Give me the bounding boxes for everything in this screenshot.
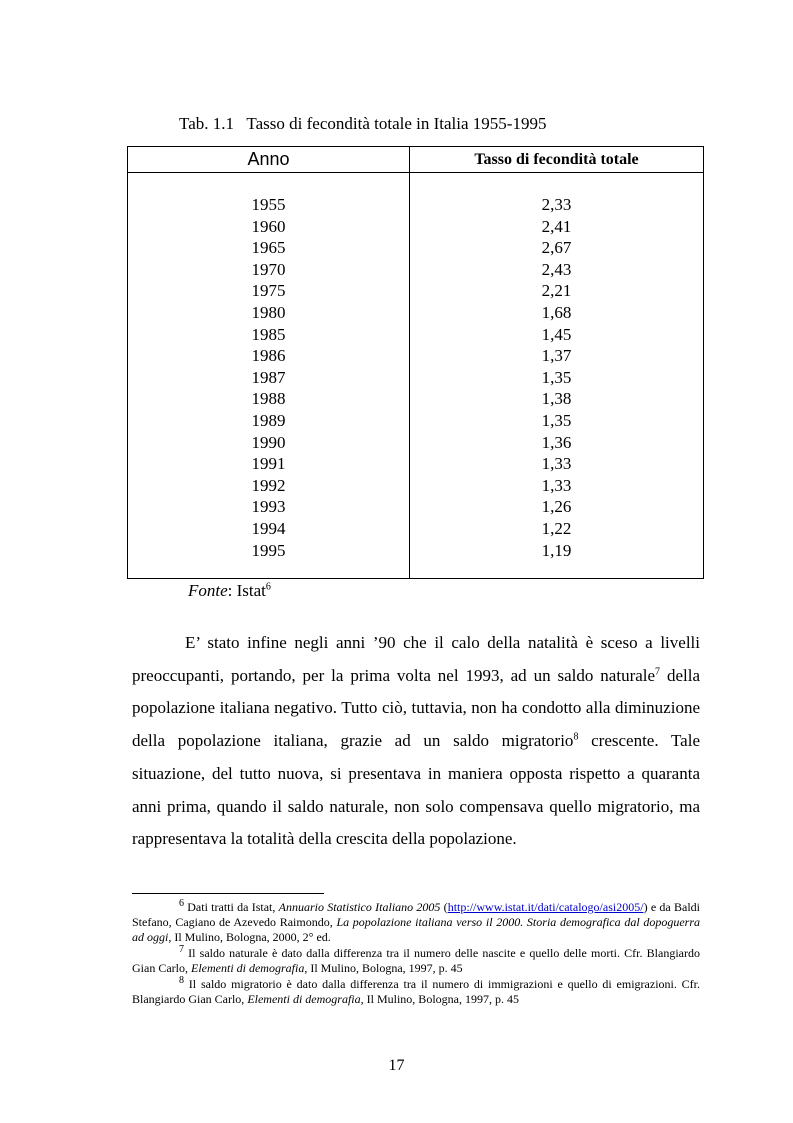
- table-cell-anno: 1991: [251, 454, 286, 474]
- footnote-title: La popolazione italiana verso il 2000. Storia demografica dal dopoguerra ad oggi: [132, 914, 701, 944]
- table-cell-anno: 1987: [251, 367, 286, 387]
- table-cell-anno: 1965: [251, 238, 286, 258]
- footnote-text: Il saldo migratorio è dato dalla differenza tra il numero di immigrazioni e quello di emigrazioni. Cfr. Blangiardo Gian Carlo,: [132, 977, 700, 1006]
- header-divider: [128, 172, 703, 173]
- table-cell-anno: 1980: [251, 302, 286, 322]
- footnote-title: Elementi di demografia: [247, 991, 361, 1006]
- table-cell-anno: 1975: [251, 281, 286, 301]
- header-tasso: Tasso di fecondità totale: [474, 151, 639, 168]
- table-cell-anno: 1992: [251, 475, 286, 495]
- table-cell-anno: 1993: [251, 497, 286, 517]
- footnote-ref-8: 8: [573, 731, 579, 743]
- footnote-ref-7: 7: [655, 666, 661, 678]
- body-paragraph: [132, 627, 700, 856]
- table-cell-tasso: 2,21: [541, 281, 572, 301]
- source-text: : Istat: [227, 581, 266, 600]
- tasso-column: [410, 194, 703, 561]
- table-cell-tasso: 1,19: [541, 540, 572, 560]
- footnote-number: 6: [179, 898, 184, 909]
- footnote-8: [132, 977, 700, 1007]
- table-cell-anno: 1955: [251, 195, 286, 214]
- footnote-7: [132, 946, 700, 976]
- footnote-text: Il saldo naturale è dato dalla differenza tra il numero delle nascite e quello delle morti. Cfr. Blangiardo Gian Carlo,: [132, 946, 700, 975]
- footnote-number: 7: [179, 944, 184, 955]
- anno-column: [128, 194, 409, 561]
- table-cell-tasso: 2,43: [541, 259, 572, 279]
- table-cell-tasso: 1,22: [541, 518, 572, 538]
- table-cell-tasso: 1,35: [541, 410, 572, 430]
- table-cell-tasso: 1,33: [541, 454, 572, 474]
- footnote-text: , Il Mulino, Bologna, 1997, p. 45: [304, 960, 463, 975]
- footnote-text: ) e da Baldi Stefano, Cagiano de Azevedo Raimondo,: [132, 900, 700, 929]
- table-cell-anno: 1960: [251, 216, 286, 236]
- table-source: [188, 581, 271, 601]
- table-cell-tasso: 1,33: [541, 475, 572, 495]
- footnote-text: , Il Mulino, Bologna, 2000, 2° ed.: [168, 929, 331, 944]
- paragraph-part-3: crescente. Tale situazione, del tutto nuova, si presentava in maniera opposta rispetto a quaranta anni prima, quando il saldo naturale, non solo compensava quello migratorio, ma rappresentava la totalità della crescita della popolazione.: [132, 731, 700, 849]
- fertility-table: [127, 146, 704, 579]
- table-cell-anno: 1986: [251, 346, 286, 366]
- table-cell-tasso: 1,35: [541, 367, 572, 387]
- table-cell-anno: 1985: [251, 324, 286, 344]
- footnote-title: Annuario Statistico Italiano 2005: [278, 900, 441, 914]
- table-cell-tasso: 1,68: [541, 302, 572, 322]
- table-cell-tasso: 2,67: [541, 238, 572, 258]
- footnote-number: 8: [179, 975, 184, 986]
- footnote-ref-6: 6: [265, 581, 271, 593]
- footnote-text: , Il Mulino, Bologna, 1997, p. 45: [360, 991, 519, 1006]
- footnote-title: Elementi di demografia: [191, 960, 305, 975]
- table-cell-anno: 1970: [251, 259, 286, 279]
- table-cell-tasso: 1,26: [541, 497, 572, 517]
- footnote-6: [132, 900, 700, 944]
- paragraph-part-2: della popolazione italiana negativo. Tutto ciò, tuttavia, non ha condotto alla diminuzione della popolazione italiana, grazie ad un saldo migratorio: [132, 665, 700, 751]
- page-number: 17: [388, 1057, 405, 1074]
- istat-link[interactable]: http://www.istat.it/dati/catalogo/asi2005/: [447, 900, 644, 914]
- table-cell-anno: 1989: [251, 410, 286, 430]
- footnote-text: Dati tratti da Istat,: [184, 900, 279, 914]
- table-cell-tasso: 2,41: [541, 216, 572, 236]
- source-label: Fonte: [188, 581, 228, 600]
- table-cell-tasso: 1,38: [541, 389, 572, 409]
- table-caption: Tab. 1.1 Tasso di fecondità totale in Italia 1955-1995: [179, 114, 547, 133]
- footnote-separator: [132, 893, 324, 894]
- table-cell-tasso: 2,33: [541, 195, 572, 214]
- header-anno: Anno: [247, 149, 290, 169]
- table-cell-tasso: 1,45: [541, 324, 572, 344]
- paragraph-part-1: E’ stato infine negli anni ’90 che il calo della natalità è sceso a livelli preoccupanti, portando, per la prima volta nel 1993, ad un saldo naturale: [132, 633, 700, 685]
- table-cell-anno: 1988: [251, 389, 286, 409]
- table-cell-anno: 1994: [251, 518, 286, 538]
- table-cell-anno: 1995: [251, 540, 286, 560]
- table-cell-tasso: 1,36: [541, 432, 572, 452]
- table-cell-anno: 1990: [251, 432, 286, 452]
- table-cell-tasso: 1,37: [541, 346, 572, 366]
- footnote-text: (: [440, 900, 448, 914]
